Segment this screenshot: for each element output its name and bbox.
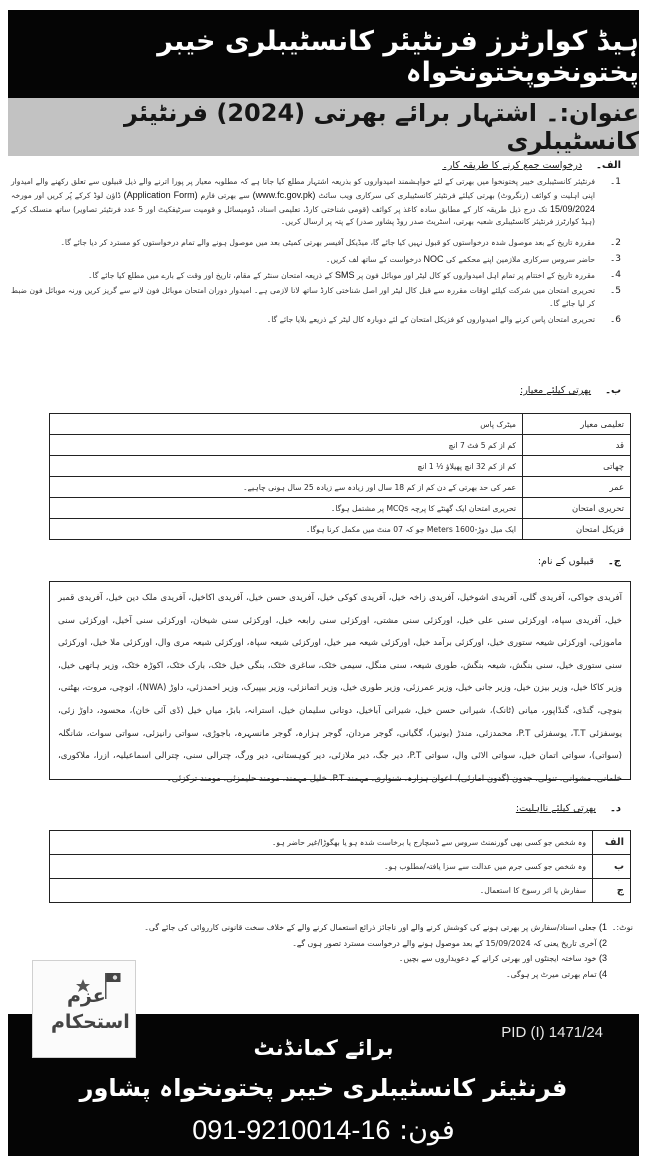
- phone-line: [8, 1115, 639, 1146]
- procedure-item-3: 3۔ حاضر سروس سرکاری ملازمین اپنے محکمے کی NOC درخواست کے ساتھ لف کریں۔: [325, 253, 621, 264]
- logo-text-azm: عزم: [67, 985, 106, 1007]
- organization-header: [8, 10, 639, 98]
- section-a-title: درخواست جمع کرنے کا طریقہ کار۔: [442, 160, 583, 171]
- ineligibility-value: وہ شخص جو کسی بھی گورنمنٹ سروس سے ڈسچارج یا برخاست شدہ ہو یا بھگوڑا/غیر حاضر ہو۔: [50, 831, 593, 855]
- procedure-item-1: [11, 176, 621, 229]
- section-c-heading: ج۔ قبیلوں کے نام:: [537, 556, 621, 567]
- criteria-row: قد کم از کم 5 فٹ 7 انچ: [50, 435, 631, 456]
- item-text: فرنٹیئر کانسٹیبلری خیبر پختونخوا میں بھرتی کے لئے خواہشمند امیدواروں کو بذریعہ اشتہار مطلع کیا جاتا ہے کہ مطلوبہ معیار پر پورا اترنے والے ذیل قبیلوں سے تعلق رکھنے والے امیدوار اپنی اہلیت و کوائف (رنگروٹ) بھرتی کیلئے فرنٹیئر کانسٹیبلری کی سرکاری ویب سائٹ (www.fc.gov.pk) سے بھرتی فارم (Application Form) ڈاؤن لوڈ کرکے پُر کریں اور مورخہ 15/09/2024 تک درج ذیل طریقہ کار کے مطابق سادہ کاغذ پر کوائف (قومی شناختی کارڈ، تعلیمی اسناد، ڈومیسائل و قومیت سرٹیفکیٹ اور 5 عدد فرنٹیئر تصاویر) ساتھ منسلک کرکے (ہیڈ کوارٹرز فرنٹیئر کانسٹیبلری شعبہ بھرتی، اسٹریٹ صدر روڈ پشاور صدر) کے پتہ پر ارسال کریں۔: [11, 177, 596, 227]
- website-link[interactable]: (www.fc.gov.pk): [252, 189, 316, 200]
- criteria-row: تحریری امتحان تحریری امتحان ایک گھنٹے کا پرچہ MCQs پر مشتمل ہوگا۔: [50, 498, 631, 519]
- criteria-label: تعلیمی معیار: [523, 414, 631, 435]
- procedure-item-4: 4۔ مقررہ تاریخ کے اختتام پر تمام اہل امیدواروں کو کال لیٹر اور موبائل فون پر SMS کے ذریعہ امتحان سنٹر کے مقام، تاریخ اور وقت کے بارے میں مطلع کیا جائے گا۔: [88, 269, 621, 280]
- organization-title: ہیڈ کوارٹرز فرنٹیئر کانسٹیبلری خیبر پختونخوپختونخواہ: [157, 26, 639, 88]
- job-advertisement: [8, 8, 639, 1156]
- subject-title: عنوان:۔ اشتہار برائے بھرتی (2024) فرنٹیئر کانسٹیبلری: [124, 99, 639, 155]
- tribes-list-box: آفریدی جواکی، آفریدی گلی، آفریدی اشوخیل، آفریدی زاخہ خیل، آفریدی کوکی خیل، آفریدی حسن خیل، آفریدی اکاخیل، آفریدی ملک دین خیل، آفریدی قمبر خیل، آفریدی سپاہ، اورکزئی سنی علی خیل، اورکزئی سنی مشتی، اورکزئی سنی رابعہ خیل، اورکزئی سنی شیخان، اورکزئی سنی آخیل، اورکزئی سنی ماموزئی، اورکزئی شیعہ ستوری خیل، اورکزئی برآمد خیل، اورکزئی شیعہ میر خیل، اورکزئی شیعہ سپاہ، اورکزئی شیعہ مری وال، اورکزئی ملا خیل، اورکزئی سنی ستوری خیل، سنی بنگش، شیعہ بنگش، طوری شیعہ، سنی منگل، سیمی خٹک، ساغری خٹک، بنگی خیل خٹک، بارک خٹک، اکوڑہ خٹک، وزیر ہاتھی خیل، وزیر کاکا خیل، وزیر بیزن خیل، وزیر جانی خیل، وزیر عمرزئی، وزیر طوری خیل، وزیر اتمانزئی، وزیر بیپیرک، وزیر احمدزئی، داوڑ (NWA)، اتوچی، مروت، بھٹنی، بنوچی، گنڈی، گنڈاپور، میانی (ٹانک)، شیرانی حسن خیل، شیرانی آباخیل، دوتانی سلیمان خیل، استرانہ، بابڑ، میاں خیل (ڈی آئی خان)، محسود، داوڑ زئی، یوسفزئی T.T، یوسفزئی P.T، محمدزئی، مندڑ (بونیر)، گگیانی، گوجر مردان، گوجر ہزارہ، گوجر مانسہرہ، باجوڑی، سواتی رانیزئی، سواتی سوات، شانگلہ (سواتی)، سواتی اتمان خیل، سواتی الائی وال، سواتی P.T، دیر جگ، دیر ملازئی، دیر کوہستانی، دیر ورگ، چترالی سنی، چترالی اسماعیلیہ، ازرا، ملاکوری، خلمانی، مشوانی، تنولی، جدون (گدون امازئی)، اعوان ہزارہ، شنواری، مہمند P.T، خلیل مہمند، مومند حلیمزئی، مومند ترکزئی۔: [49, 581, 631, 780]
- eligibility-criteria-table: [49, 413, 631, 540]
- criteria-row: چھاتی کم از کم 32 انچ پھیلاؤ ½ 1 انچ: [50, 456, 631, 477]
- section-a-mark: الف۔: [596, 160, 621, 171]
- for-commandant: برائے کمانڈنٹ: [253, 1036, 394, 1060]
- notes-label: نوٹ:۔: [611, 923, 633, 932]
- deadline-date: 15/09/2024: [549, 203, 595, 214]
- note-item: 1) جعلی اسناد/سفارش پر بھرتی ہونے کی کوشش کرنے والے اور ناجائز ذرائع استعمال کرنے والے کے خلاف سخت قانونی کارروائی کی جائے گی۔: [144, 922, 607, 932]
- logo-text-istehkam: استحکام: [51, 1011, 130, 1033]
- application-procedure-list: [11, 176, 621, 329]
- note-item: 3) خود ساختہ ایجنٹوں اور بھرتی کرانے کے دعویداروں سے بچیں۔: [398, 953, 607, 964]
- criteria-row: فزیکل امتحان ایک میل دوڑ-1600 Meters جو کہ 07 منٹ میں مکمل کرنا ہوگا۔: [50, 519, 631, 540]
- section-b-heading: ب۔ بھرتی کیلئے معیار:: [520, 385, 621, 396]
- azm-e-istehkam-logo: [32, 960, 136, 1058]
- section-a-heading: [442, 160, 621, 171]
- subject-banner: [8, 98, 639, 156]
- item-number: 1۔: [609, 177, 621, 187]
- notes-block: [117, 920, 633, 982]
- ineligibility-row: [50, 831, 631, 855]
- ineligibility-table: [49, 830, 631, 903]
- phone-label: فون:: [399, 1115, 455, 1146]
- ineligibility-row: ج سفارش یا اثر رسوخ کا استعمال۔: [50, 879, 631, 903]
- section-d-heading: د۔ بھرتی کیلئے نااہلیت:: [515, 803, 621, 814]
- procedure-item-2: 2۔ مقررہ تاریخ کے بعد موصول شدہ درخواستوں کو قبول نہیں کیا جائے گا، میڈیکل آفیسر بھرتی کمیٹی بعد میں موصول ہونے والے تمام درخواستوں کو مسترد کر دیا جائے گا۔: [60, 238, 621, 249]
- note-item: 4) تمام بھرتی میرٹ پر ہوگی۔: [505, 968, 607, 979]
- noc-label: NOC: [423, 253, 444, 264]
- note-item: 2) آخری تاریخ یعنی کہ 15/09/2024 کے بعد موصول ہونے والے درخواست مسترد تصور ہوں گے۔: [292, 937, 607, 948]
- criteria-value: میٹرک پاس: [50, 414, 523, 435]
- sms-label: SMS: [334, 269, 355, 280]
- procedure-item-6: 6۔ تحریری امتحان پاس کرنے والے امیدواروں کو فزیکل امتحان کے لئے دوبارہ کال لیٹر کے ذریعے بلایا جائے گا۔: [266, 314, 621, 325]
- issuing-office: فرنٹیئر کانسٹیبلری خیبر پختونخواہ پشاور: [79, 1074, 568, 1102]
- procedure-item-5: 5۔ تحریری امتحان میں شرکت کیلئے اوقات مقررہ سے قبل کال لیٹر اور اصل شناختی کارڈ ساتھ لانا لازمی ہے۔ امیدوار دوران امتحان موبائل فون لانے سے گریز کریں ورنہ موبائل فون ضبط کر لیا جائے گا۔: [11, 286, 621, 309]
- phone-number[interactable]: 091-9210014-16: [192, 1115, 391, 1145]
- criteria-row: [50, 414, 631, 435]
- pid-number: PID (I) 1471/24: [501, 1024, 603, 1041]
- ineligibility-row: ب وہ شخص جو کسی جرم میں عدالت سے سزا یافتہ/مطلوب ہو۔: [50, 855, 631, 879]
- criteria-row: عمر عمر کی حد بھرتی کے دن کم از کم 18 سال اور زیادہ سے زیادہ 25 سال ہونی چاہیے۔: [50, 477, 631, 498]
- crescent-moon-icon: [33, 961, 136, 1058]
- application-form-label: (Application Form): [123, 189, 198, 200]
- ineligibility-label: الف: [593, 831, 631, 855]
